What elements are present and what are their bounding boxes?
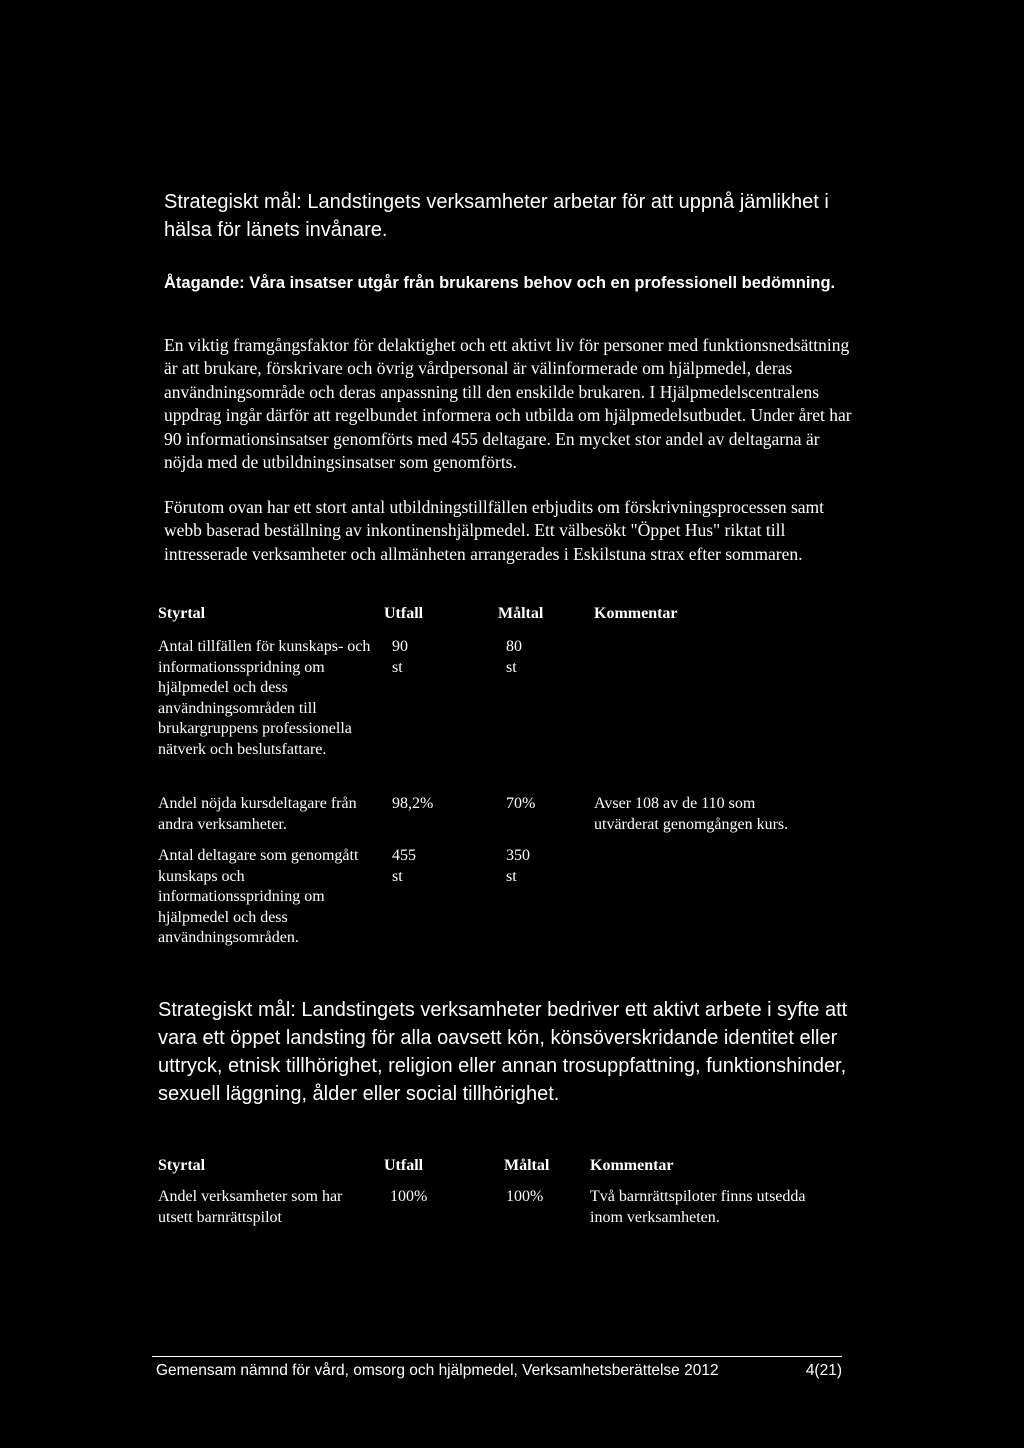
table-header-outcome: Utfall [384, 605, 424, 622]
table-cell-target: 70% [506, 795, 536, 812]
table-cell-metric: Andel verksamheter som har utsett barnrättspilot [158, 1188, 343, 1226]
table-cell-comment: Avser 108 av de 110 som utvärderat genomgången kurs. [594, 795, 789, 833]
table-cell-outcome: 90 st [392, 638, 408, 676]
table-header-comment: Kommentar [594, 605, 678, 622]
table-header-target: Måltal [504, 1157, 550, 1174]
table-cell-comment: Två barnrättspiloter finns utsedda inom verksamheten. [590, 1188, 806, 1226]
table-cell-metric: Andel nöjda kursdeltagare från andra verksamheter. [158, 795, 357, 833]
strategic-goal-heading: Strategiskt mål: Landstingets verksamheter arbetar för att uppnå jämlikhet i hälsa för länets invånare. [164, 191, 829, 241]
table-cell-target: 350 st [506, 847, 530, 885]
footer-title: Gemensam nämnd för vård, omsorg och hjälpmedel, Verksamhetsberättelse 2012 [156, 1362, 719, 1379]
table-cell-target: 80 st [506, 638, 522, 676]
table-header-target: Måltal [498, 605, 544, 622]
paragraph-text: En viktig framgångsfaktor för delaktighet och ett aktivt liv för personer med funktionsnedsättning är att brukare, förskrivare och övrig vårdpersonal är välinformerade om hjälpmedel, deras användningsområde och deras anpassning till den enskilde brukaren. I Hjälpmedelscentralens uppdrag ingår därför att regelbundet informera och utbilda om hjälpmedelsutbudet. Under året har 90 informationsinsatser genomförts med 455 deltagare. En mycket stor andel av deltagarna är nöjda med de utbildningsinsatser som genomförts. [164, 335, 852, 473]
table-cell-outcome: 98,2% [392, 795, 434, 812]
strategic-goal-heading: Strategiskt mål: Landstingets verksamheter bedriver ett aktivt arbete i syfte att vara ett öppet landsting för alla oavsett kön, könsöverskridande identitet eller uttryck, etnisk tillhörighet, religion eller annan trosuppfattning, funktionshinder, sexuell läggning, ålder eller social tillhörighet. [158, 999, 848, 1105]
paragraph-text: Förutom ovan har ett stort antal utbildningstillfällen erbjudits om förskrivningsprocessen samt webb baserad beställning av inkontinenshjälpmedel. Ett välbesökt "Öppet Hus" riktat till intresserade verksamheter och allmänheten arrangerades i Eskilstuna strax efter sommaren. [164, 497, 825, 564]
table-cell-outcome: 455 st [392, 847, 416, 885]
table-cell-outcome: 100% [390, 1188, 428, 1205]
footer-divider [152, 1356, 842, 1357]
table-header-comment: Kommentar [590, 1157, 674, 1174]
table-header-outcome: Utfall [384, 1157, 424, 1174]
body-paragraph [164, 496, 854, 566]
commitment-heading: Åtagande: Våra insatser utgår från brukarens behov och en professionell bedömning. [164, 274, 836, 292]
table-cell-target: 100% [506, 1188, 544, 1205]
table-header-metric: Styrtal [158, 1157, 206, 1174]
table-cell-metric: Antal deltagare som genomgått kunskaps och informationsspridning om hjälpmedel och dess användningsområden. [158, 847, 359, 946]
table-cell-metric: Antal tillfällen för kunskaps- och informationsspridning om hjälpmedel och dess användningsområden till brukargruppens professionella nätverk och beslutsfattare. [158, 638, 371, 758]
body-paragraph [164, 334, 854, 474]
table-header-metric: Styrtal [158, 605, 206, 622]
page-number: 4(21) [805, 1362, 842, 1379]
